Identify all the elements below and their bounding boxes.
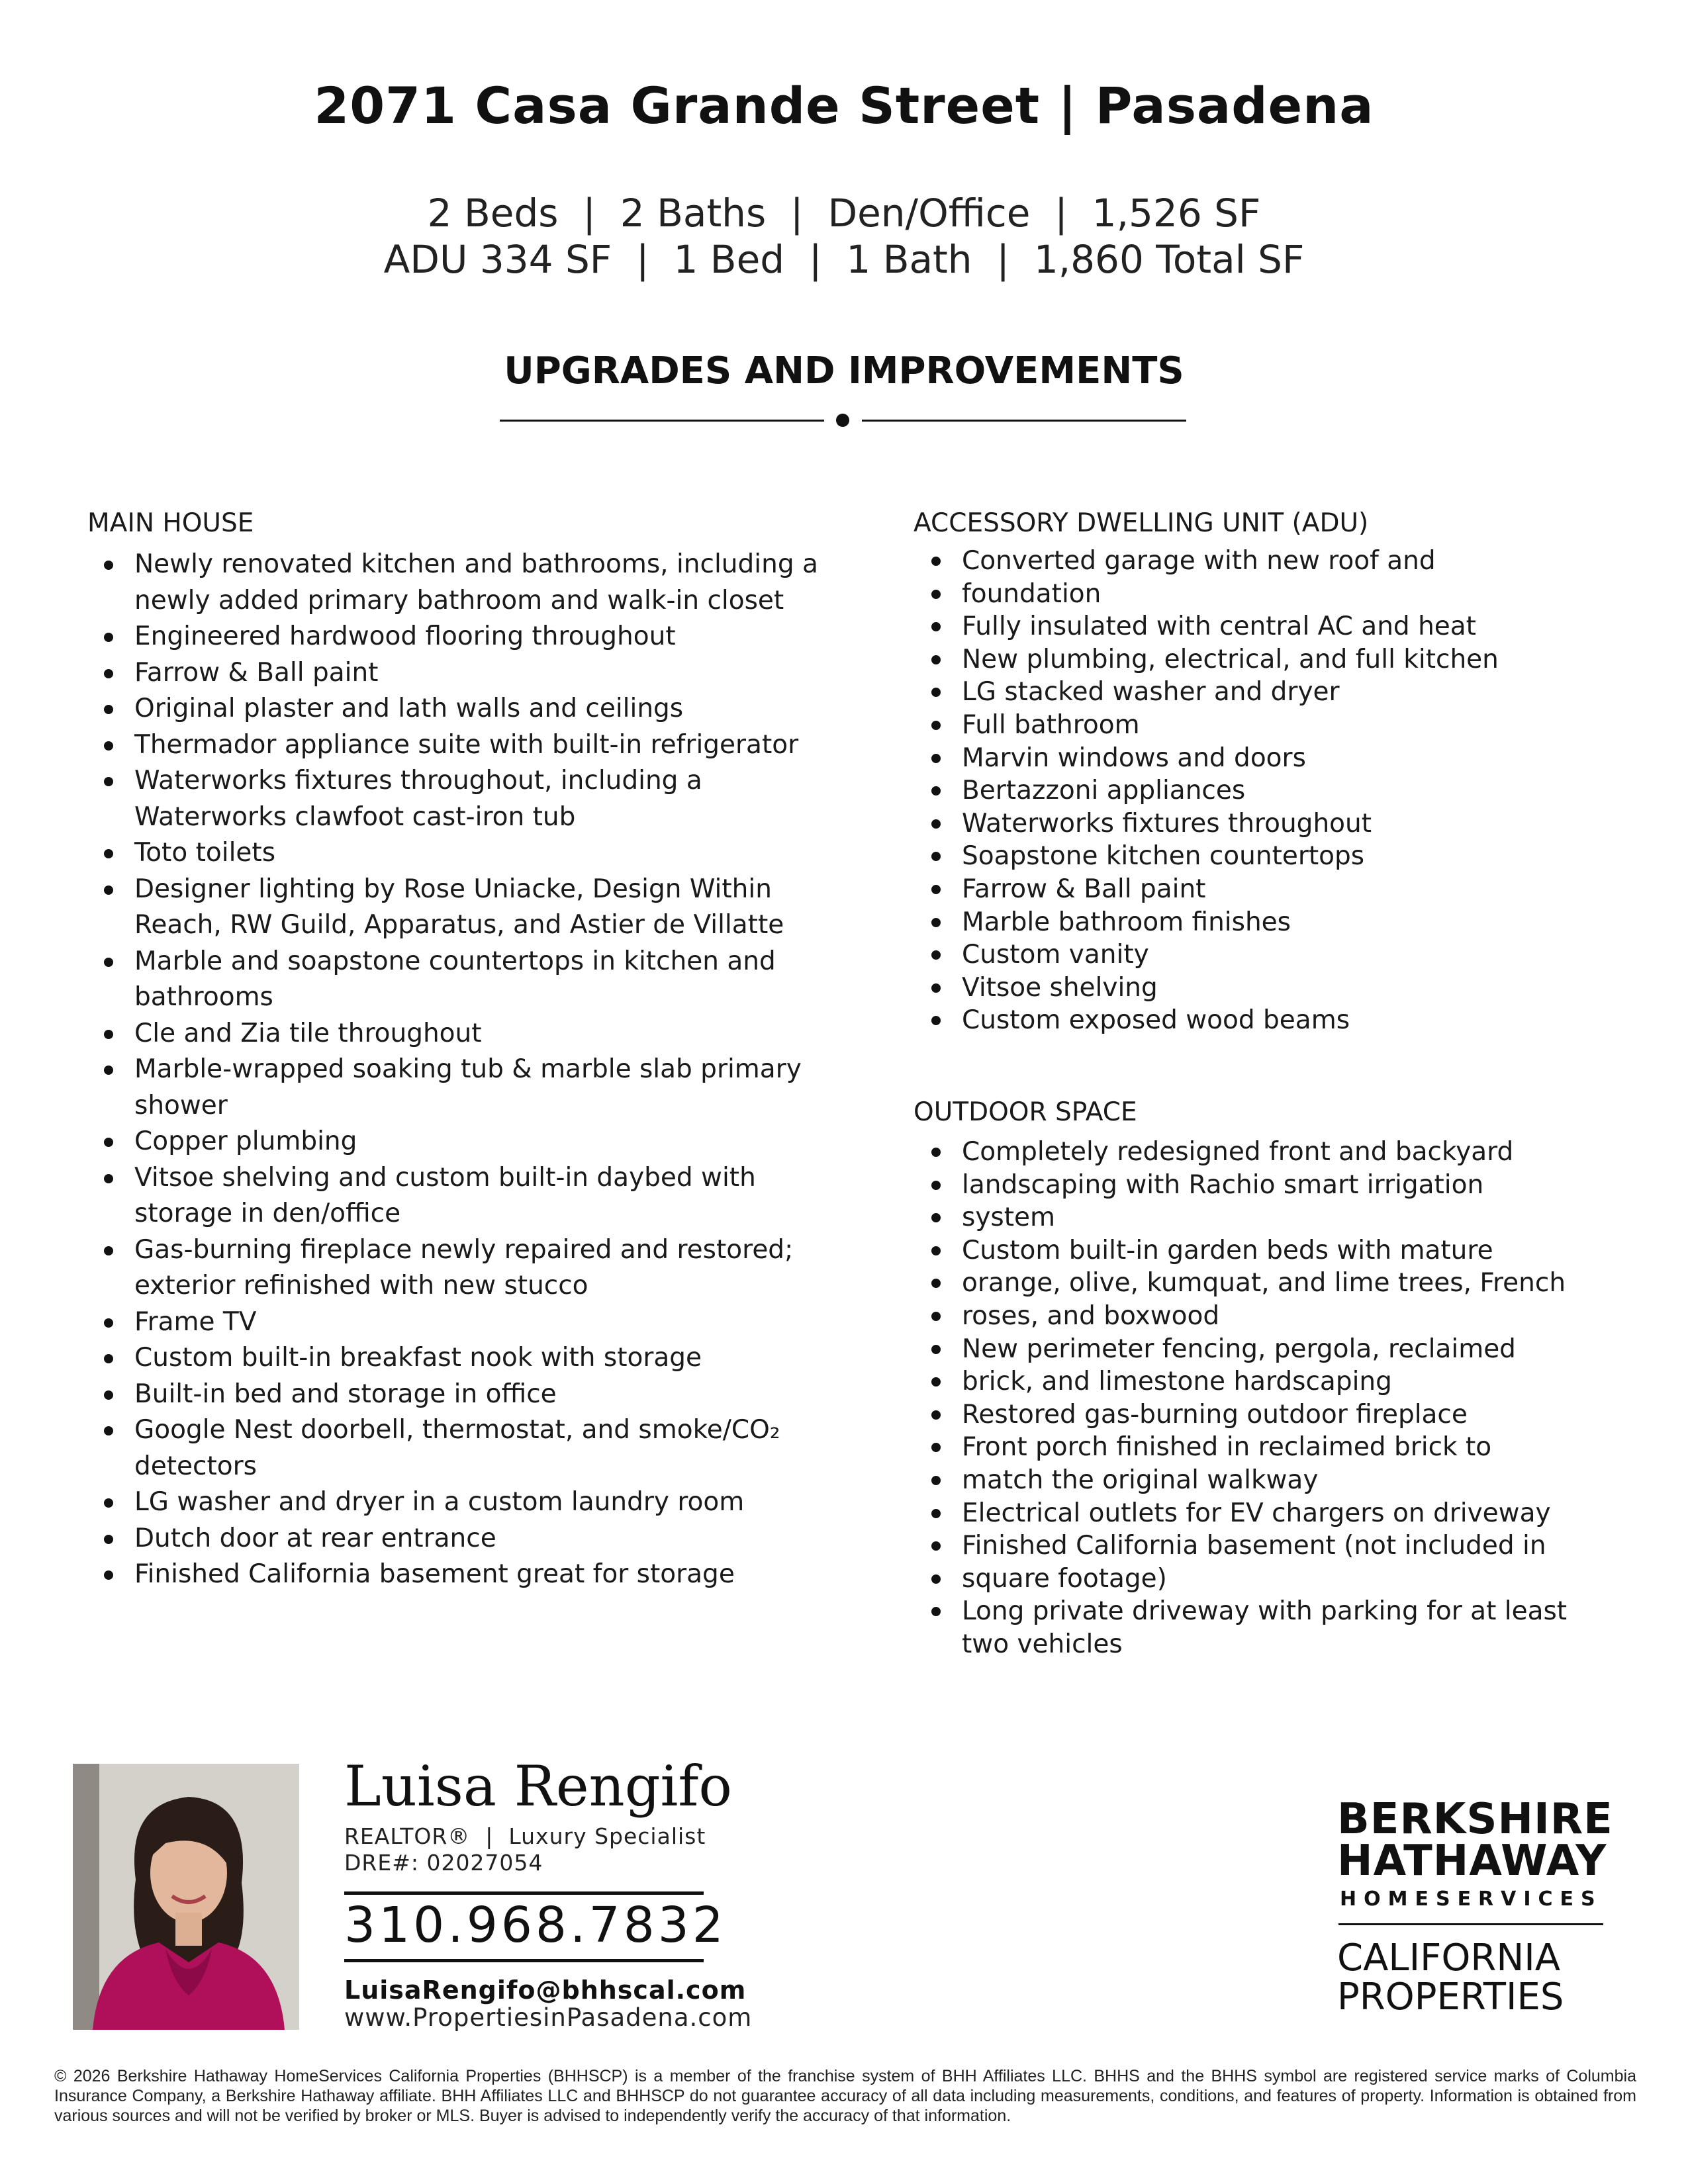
list-item: Cle and Zia tile throughout [89,1016,857,1052]
brand-properties: PROPERTIES [1337,1976,1564,2019]
list-item: Full bathroom [917,709,1605,742]
list-item: Marvin windows and doors [917,742,1605,775]
list-item: Built-in bed and storage in office [89,1377,857,1413]
agent-email[interactable]: LuisaRengifo@bhhscal.com [344,1976,747,2005]
list-item: square footage) [917,1563,1605,1596]
list-item: Converted garage with new roof and [917,545,1605,578]
outdoor-list [917,1136,1605,1661]
list-item: Vitsoe shelving and custom built-in daybed with storage in den/office [89,1160,857,1232]
brand-california: CALIFORNIA [1337,1936,1561,1979]
list-item: Engineered hardwood flooring throughout [89,619,857,655]
agent-title: REALTOR® | Luxury Specialist [344,1823,706,1849]
list-item: Finished California basement (not included in [917,1529,1605,1563]
list-item: match the original walkway [917,1464,1605,1497]
list-item: LG stacked washer and dryer [917,676,1605,709]
list-item: Farrow & Ball paint [917,873,1605,906]
adu-list [917,545,1605,1037]
divider-dot [836,414,849,427]
list-item: Google Nest doorbell, thermostat, and smoke/CO₂ detectors [89,1412,857,1484]
list-item: Custom vanity [917,938,1605,972]
list-item: New perimeter fencing, pergola, reclaimed [917,1333,1605,1366]
page-title: 2071 Casa Grande Street | Pasadena [314,76,1374,135]
list-item: Designer lighting by Rose Uniacke, Design Within Reach, RW Guild, Apparatus, and Astier de Villatte [89,872,857,944]
list-item: Gas-burning fireplace newly repaired and restored; exterior refinished with new stucco [89,1232,857,1304]
list-item: Finished California basement great for storage [89,1557,857,1593]
agent-name: Luisa Rengifo [344,1754,732,1819]
list-item: landscaping with Rachio smart irrigation [917,1169,1605,1202]
list-item: New plumbing, electrical, and full kitchen [917,643,1605,676]
list-item: Marble bathroom finishes [917,906,1605,939]
phone-divider-top [344,1891,704,1895]
list-item: system [917,1201,1605,1234]
main-house-heading: MAIN HOUSE [87,508,254,538]
property-facts-adu: ADU 334 SF | 1 Bed | 1 Bath | 1,860 Total SF [383,237,1305,282]
list-item: Thermador appliance suite with built-in refrigerator [89,727,857,764]
adu-heading: ACCESSORY DWELLING UNIT (ADU) [914,508,1369,538]
list-item: Copper plumbing [89,1124,857,1160]
brand-berkshire: BERKSHIRE [1337,1795,1613,1844]
agent-dre: DRE#: 02027054 [344,1850,543,1876]
list-item: orange, olive, kumquat, and lime trees, French [917,1267,1605,1300]
list-item: Custom exposed wood beams [917,1004,1605,1037]
list-item: Restored gas-burning outdoor fireplace [917,1398,1605,1432]
list-item: LG washer and dryer in a custom laundry room [89,1484,857,1521]
divider-right [862,420,1186,422]
list-item: Completely redesigned front and backyard [917,1136,1605,1169]
list-item: Newly renovated kitchen and bathrooms, including a newly added primary bathroom and walk-in closet [89,547,857,619]
agent-phone[interactable]: 310.968.7832 [344,1897,727,1954]
list-item: Marble and soapstone countertops in kitchen and bathrooms [89,944,857,1016]
list-item: brick, and limestone hardscaping [917,1365,1605,1398]
brand-hathaway: HATHAWAY [1337,1837,1607,1886]
outdoor-heading: OUTDOOR SPACE [914,1097,1137,1127]
phone-divider-bottom [344,1959,704,1962]
list-item: Waterworks fixtures throughout, including a Waterworks clawfoot cast-iron tub [89,763,857,835]
list-item: Original plaster and lath walls and ceilings [89,691,857,727]
agent-photo [73,1764,299,2030]
list-item: Custom built-in garden beds with mature [917,1234,1605,1267]
list-item: Dutch door at rear entrance [89,1521,857,1557]
list-item: Custom built-in breakfast nook with storage [89,1340,857,1377]
property-facts-main: 2 Beds | 2 Baths | Den/Office | 1,526 SF [427,191,1261,236]
list-item: Fully insulated with central AC and heat [917,610,1605,643]
divider-left [500,420,824,422]
agent-website[interactable]: www.PropertiesinPasadena.com [344,2003,753,2032]
list-item: Frame TV [89,1304,857,1341]
list-item: Long private driveway with parking for at least two vehicles [917,1595,1605,1661]
list-item: Soapstone kitchen countertops [917,840,1605,873]
list-item: Electrical outlets for EV chargers on driveway [917,1497,1605,1530]
list-item: Farrow & Ball paint [89,655,857,692]
list-item: Bertazzoni appliances [917,774,1605,807]
brand-divider [1338,1923,1603,1925]
list-item: roses, and boxwood [917,1300,1605,1333]
list-item: Waterworks fixtures throughout [917,807,1605,841]
list-item: Vitsoe shelving [917,972,1605,1005]
list-item: foundation [917,578,1605,611]
legal-disclaimer: © 2026 Berkshire Hathaway HomeServices California Properties (BHHSCP) is a member of the franchise system of BHH Affiliates LLC. BHHS and the BHHS symbol are registered service marks of Columbia Insurance Company, a Berkshire Hathaway affiliate. BHH Affiliates LLC and BHHSCP do not guarantee accuracy of all data including measurements, conditions, and features of property. Information is obtained from various sources and will not be verified by broker or MLS. Buyer is advised to independently verify the accuracy of that information. [54,2067,1636,2125]
list-item: Toto toilets [89,835,857,872]
list-item: Front porch finished in reclaimed brick to [917,1431,1605,1464]
agent-portrait-icon [73,1764,299,2030]
main-house-list [89,547,857,1593]
brand-homeservices: HOMESERVICES [1340,1888,1603,1911]
list-item: Marble-wrapped soaking tub & marble slab primary shower [89,1052,857,1124]
section-title: UPGRADES AND IMPROVEMENTS [504,349,1184,392]
